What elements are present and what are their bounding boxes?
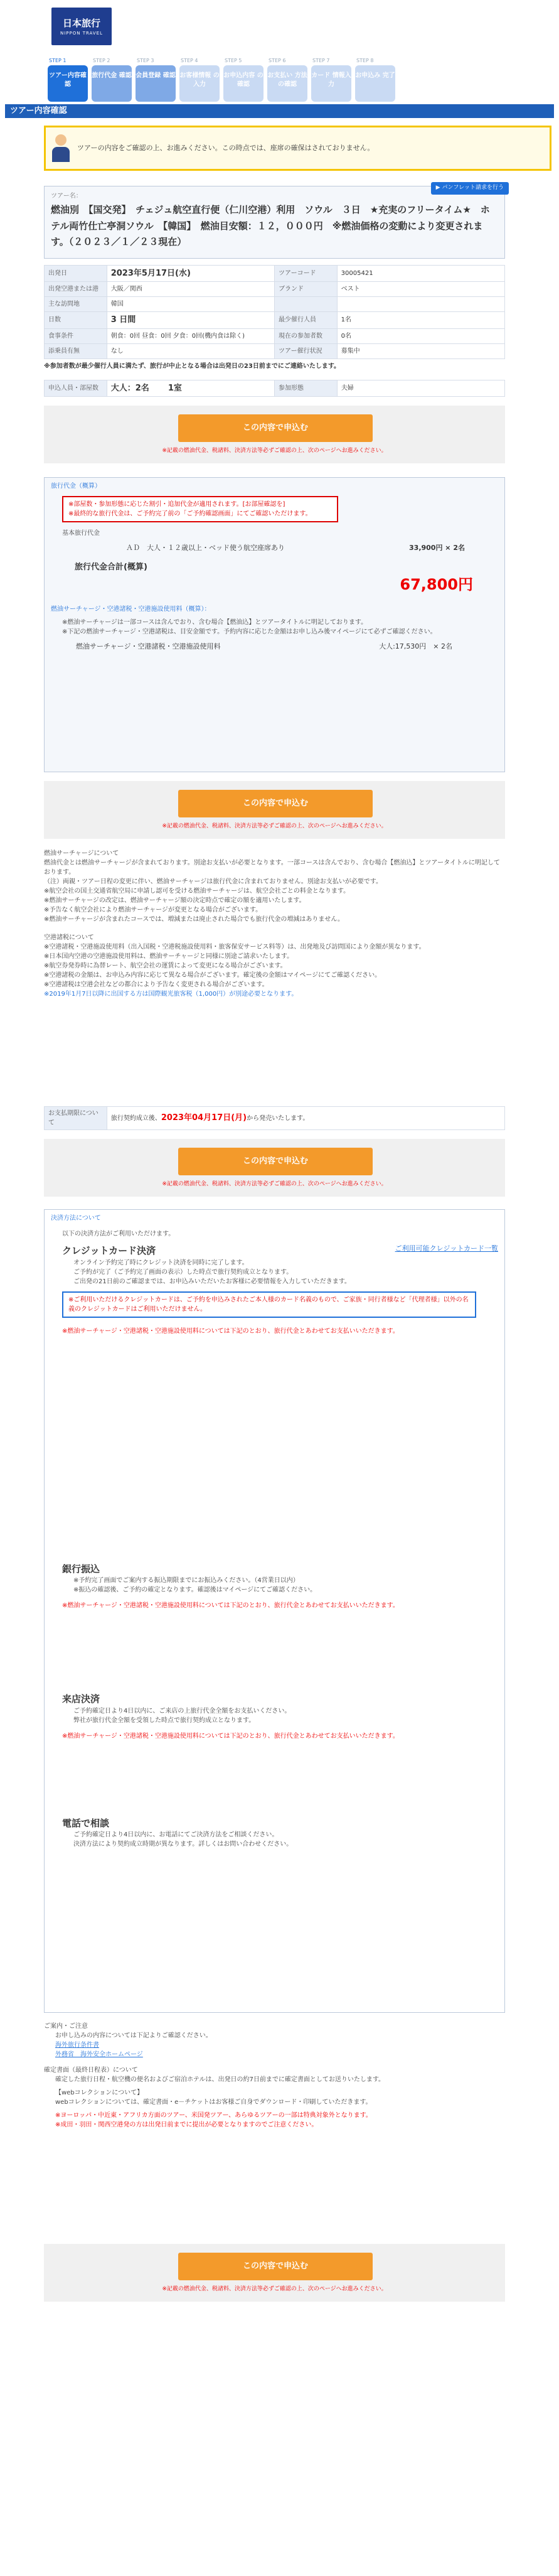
fuel-title: 燃油サーチャージについて bbox=[44, 850, 119, 857]
table-row: 日数 3 日間 最少催行人員 1名 bbox=[45, 312, 505, 329]
fuel-airport-info: 燃油サーチャージについて 燃油代金とは燃油サーチャージが含まれております。別途お支払いが必要となります。一部コースは含んでおり、含む場合【燃油込】とツアータイトルに明記しております。 （注）両親・ツアー日程の変更に伴い、燃油サーチャージは旅行代金に含まれておりません。別途お支払いが必要です。 ※航空会社の国土交通省航空局に申請し認可を受ける燃油サーチャージは、航空会社ごとの料金となります。 ※燃油サーチャージの改定は、燃油サーチャージ額の決定時点で確定の額を適用いたします。 ※予告なく航空会社により燃油サーチャージが変更となる場合がございます。 ※燃油サーチャージが含まれたコースでは、増減または廃止された場合でも旅行代金の増減はありません。 空港諸税について ※空港諸税・空港施設使用料（出入国税・空港税施設使用料・旅客保安サービス料等）は、出発地及び訪問国により金額が異なります。 ※日本国内空港の空港施設使用料は、燃油サーチャージと同様に別途ご請求いたします。 ※航空券発券時に為替レート、航空会社の運賃によって変更になる場合がございます。 ※空港諸税の金額は、お申込み内容に応じて異なる場合がございます。確定後の金額はマイページにてご確認ください。 ※空港諸税は空港会社などの都合により予告なく変更される場合がございます。 ※2019年1月7日以降に出国する方は国際観光旅客税（1,000円）が別途必要となります。 bbox=[44, 849, 505, 1100]
min-participants-note: ※参加者数が最少催行人員に満たず、旅行が中止となる場合は出発日の23日前までにご連絡いたします。 bbox=[44, 362, 341, 370]
logo-sub: NIPPON TRAVEL bbox=[60, 31, 104, 36]
progress-steps bbox=[0, 50, 559, 104]
contact-section: ご案内・ご注意 お申し込みの内容については下記よりご確認ください。 海外旅行条件書 外務省 海外安全ホームページ 確定書面（最終日程表）について 確定した旅行日程・航空機の便名およびご宿泊ホテルは、出発日の約7日前までに確定書面としてお送りいたします。 【webコレクションについて】 webコレクションについては、確定書面・e－チケットはお客様ご自身でダウンロード・印刷していただきます。 ※ヨーロッパ・中近東・アフリカ方面のツアー、米国発ツアー、あらゆるツアーの一部は特典対象外となります。 ※成田・羽田・関西空港発の方は出発日前までに提出が必要となりますのでご注意ください。 bbox=[44, 2022, 505, 2235]
notice-box bbox=[44, 126, 551, 171]
apply-button[interactable]: この内容で申込む bbox=[178, 790, 373, 817]
surcharge-head: 燃油サーチャージ・空港諸税・空港施設使用料（概算）： bbox=[51, 606, 211, 613]
apply-button[interactable]: この内容で申込む bbox=[178, 1148, 373, 1175]
persons-table bbox=[44, 380, 505, 397]
step-1: STEP 1 ツアー内容確認 bbox=[48, 65, 88, 102]
apply-section-4 bbox=[44, 2244, 505, 2302]
table-row: お支払期限について 旅行契約成立後、2023年04月17日(月)から発売いたします。 bbox=[45, 1107, 505, 1130]
price-head: 旅行代金（概算） bbox=[51, 483, 101, 490]
apply-button[interactable]: この内容で申込む bbox=[178, 2253, 373, 2280]
surcharge-note-1: ※燃油サーチャージは一部コースは含んでおり、含む場合【燃油込】とツアータイトルに明記しております。 bbox=[62, 619, 368, 626]
basic-price-label: 基本旅行代金 bbox=[62, 530, 100, 537]
apply-button[interactable]: この内容で申込む bbox=[178, 414, 373, 442]
apply-section-3 bbox=[44, 1139, 505, 1197]
step-3: STEP 3 会員登録 確認 bbox=[136, 65, 176, 102]
header bbox=[0, 0, 559, 50]
apply-section-2 bbox=[44, 781, 505, 839]
tour-info-table bbox=[44, 265, 505, 359]
credit-card-list-link[interactable]: ご利用可能クレジットカード一覧 bbox=[395, 1244, 498, 1253]
phone-title: 電話で相談 bbox=[62, 1817, 110, 1829]
price-line: ＡＤ 大人・１２歳以上・ベッド使う航空座席あり 33,900円 × 2名 bbox=[126, 544, 465, 552]
mofa-link[interactable]: 外務省 海外安全ホームページ bbox=[55, 2051, 143, 2058]
table-row: 申込人員・部屋数 大人：2名 1室 参加形態 夫婦 bbox=[45, 380, 505, 397]
tour-name: 燃油別 【国交発】 チェジュ航空直行便（仁川空港）利用 ソウル ３日 ★充実のフリータイム★ ホテル両竹仕亡亭洞ソウル 【韓国】 燃油目安額：１２，０００円 ※燃油価格の変動により変更されます。（２０２３／１／２３現在） bbox=[51, 204, 490, 247]
step-6: STEP 6 お支払い 方法の確認 bbox=[267, 65, 307, 102]
page-title: ツアー内容確認 bbox=[5, 104, 554, 118]
notice-text: ツアーの内容をご確認の上、お進みください。この時点では、座席の確保はされておりません。 bbox=[77, 143, 375, 152]
bank-title: 銀行振込 bbox=[62, 1563, 100, 1575]
store-title: 来店決済 bbox=[62, 1693, 100, 1705]
total-label: 旅行代金合計(概算) bbox=[75, 562, 147, 572]
settle-head: 決済方法について bbox=[51, 1215, 101, 1222]
logo-main: 日本旅行 bbox=[62, 17, 100, 29]
table-row: 食事条件 朝食：0回 昼食：0回 夕食：0回(機内食は除く) 現在の参加者数 0名 bbox=[45, 328, 505, 343]
surcharge-note-2: ※下記の燃油サーチャージ・空港諸税は、目安金額です。予約内容に応じた金額はお申し込み後マイページにて必ずご確認ください。 bbox=[62, 628, 437, 635]
total-amount: 67,800円 bbox=[400, 576, 473, 593]
step-8: STEP 8 お申込み 完了 bbox=[355, 65, 395, 102]
conditions-link[interactable]: 海外旅行条件書 bbox=[55, 2042, 99, 2049]
step-7: STEP 7 カード 情報入力 bbox=[311, 65, 351, 102]
table-row: 出発日 2023年5月17日(水) ツアーコード 30005421 bbox=[45, 265, 505, 282]
price-box bbox=[44, 477, 505, 772]
credit-title: クレジットカード決済 bbox=[62, 1245, 156, 1256]
apply-note: ※記載の燃油代金、税諸料、決済方法等必ずご確認の上、次のページへお進みください。 bbox=[162, 448, 387, 454]
apply-note: ※記載の燃油代金、税諸料、決済方法等必ずご確認の上、次のページへお進みください。 bbox=[162, 2286, 387, 2292]
contact-title: ご案内・ご注意 bbox=[44, 2023, 88, 2030]
table-row: 添乗員有無 なし ツアー催行状況 募集中 bbox=[45, 343, 505, 358]
price-warning: ※部屋数・参加形態に応じた割引・追加代金が適用されます。[お部屋確認を] ※最終的な旅行代金は、ご予約完了前の「ご予約確認画面」にてご確認いただけます。 bbox=[62, 496, 338, 522]
apply-section bbox=[44, 406, 505, 463]
step-2: STEP 2 旅行代金 確認 bbox=[92, 65, 132, 102]
surcharge-line: 燃油サーチャージ・空港諸税・空港施設使用料 大人:17,530円 × 2名 bbox=[76, 642, 452, 650]
credit-warning: ※ご利用いただけるクレジットカードは、ご予約を申込みされたご本人様のカード名義のもので、ご家族・同行者様など「代理者様」以外の名義のクレジットカードはご利用いただけません。 bbox=[62, 1291, 476, 1318]
table-row: 主な訪問地 韓国 bbox=[45, 297, 505, 312]
airport-title: 空港諸税について bbox=[44, 934, 94, 941]
step-5: STEP 5 お申込内容 の確認 bbox=[223, 65, 264, 102]
apply-note: ※記載の燃油代金、税諸料、決済方法等必ずご確認の上、次のページへお進みください。 bbox=[162, 1181, 387, 1187]
table-row: 出発空港または港 大阪／関西 ブランド ベスト bbox=[45, 282, 505, 297]
brochure-request-button[interactable]: ▶ パンフレット請求を行う bbox=[431, 182, 509, 195]
settlement-box: 決済方法について 以下の決済方法がご利用いただけます。 クレジットカード決済 ご利用可能クレジットカード一覧 オンライン予約完了時にクレジット決済を同時に完了します。 ご予約が完了（ご予約完了画面の表示）した時点で旅行契約成立となります。 ご出発の21日前のご確認までは、お申込みいただいたお客様に必要情報を入力していただきます。 ※ご利用いただけるクレジットカードは、ご予約を申込みされたご本人様のカード名義のもので、ご家族・同行者様など「代理者様」以外の名義のクレジットカードはご利用いただけません。 ※燃油サーチャージ・空港諸税・空港施設使用料については下記のとおり、旅行代金とあわせてお支払いいただきます。 銀行振込 ※予約完了画面でご案内する振込期限までにお振込みください。（4営業日以内） ※振込の確認後、ご予約の確定となります。確認後はマイページにてご確認ください。 ※燃油サーチャージ・空港諸税・空港施設使用料については下記のとおり、旅行代金とあわせてお支払いいただきます。 来店決済 ご予約確定日より4日以内に、ご来店の上旅行代金全額をお支払いください。 弊社が旅行代金全額を受領した時点で旅行契約成立となります。 ※燃油サーチャージ・空港諸税・空港施設使用料については下記のとおり、旅行代金とあわせてお支払いいただきます。 電話で相談 ご予約確定日より4日以内に、お電話にてご決済方法をご相談ください。 決済方法により契約成立時期が異なります。詳しくはお問い合わせください。 bbox=[44, 1209, 505, 2013]
tour-name-box bbox=[44, 186, 505, 259]
staff-icon bbox=[52, 134, 70, 162]
site-logo[interactable] bbox=[51, 8, 112, 45]
step-4: STEP 4 お客様情報 の入力 bbox=[179, 65, 220, 102]
tour-label: ツアー名： bbox=[51, 193, 82, 200]
payment-deadline-table bbox=[44, 1106, 505, 1130]
apply-note: ※記載の燃油代金、税諸料、決済方法等必ずご確認の上、次のページへお進みください。 bbox=[162, 823, 387, 829]
